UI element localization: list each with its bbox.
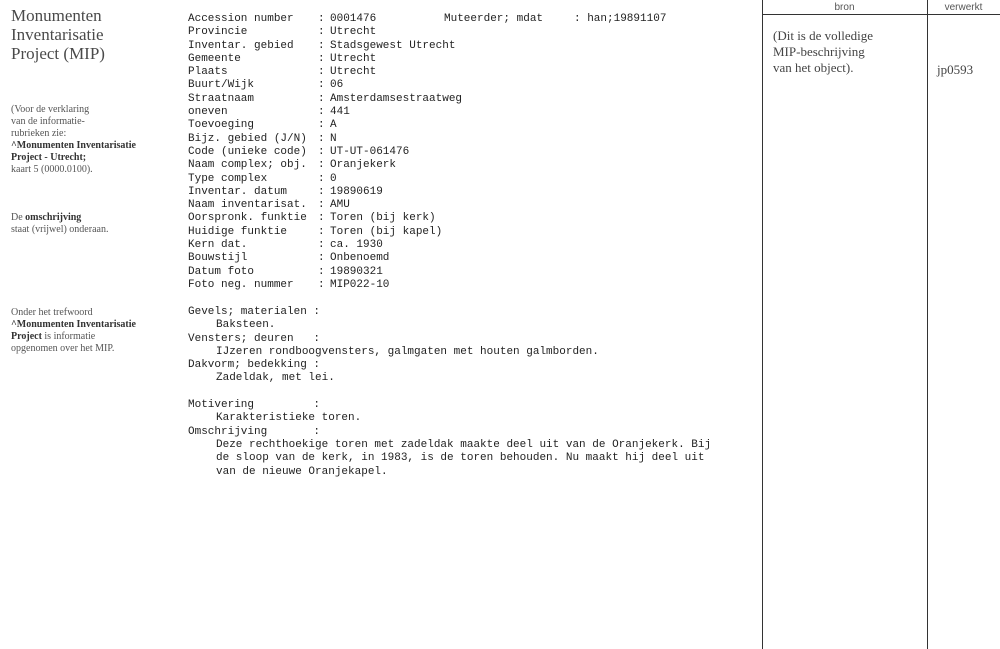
note-text: is informatie [41,331,96,342]
note-line: (Voor de verklaring [11,104,90,115]
column-divider [927,0,928,649]
field-label: Bouwstijl [188,252,248,265]
field-separator: : [318,132,325,145]
field-label: Straatnaam [188,92,255,105]
field-row [188,66,462,79]
field-label: Code (unieke code) [188,145,307,158]
section-text: van de nieuwe Oranjekapel. [216,465,388,478]
note-line: van de informatie- [11,116,85,127]
field-row [188,199,462,212]
field-row [188,106,462,119]
field-separator: : [318,52,325,65]
section-text: de sloop van de kerk, in 1983, is de toren behouden. Nu maakt hij deel uit [216,452,705,465]
field-separator: : [318,13,325,25]
field-value: ca. 1930 [330,239,383,252]
field-separator: : [318,185,325,198]
field-value: UT-UT-061476 [330,145,410,158]
field-row [188,279,462,292]
field-label: Kern dat. [188,239,248,252]
field-separator: : [318,145,325,158]
field-separator: : [318,26,325,39]
muteerder-label: Muteerder; mdat [444,13,544,25]
field-value: Stadsgewest Utrecht [330,39,456,52]
field-separator: : [318,172,325,185]
section-text: Deze rechthoekige toren met zadeldak maakte deel uit van de Oranjekerk. Bij [216,438,712,451]
field-label: Bijz. gebied (J/N) [188,132,307,145]
verwerkt-value: jp0593 [937,62,974,77]
note-line: Onder het trefwoord [11,307,93,318]
field-separator: : [318,39,325,52]
note-line: opgenomen over het MIP. [11,343,115,354]
field-value: N [330,132,337,145]
field-separator: : [318,79,325,92]
section-heading: Omschrijving : [188,425,321,438]
note-text: De [11,212,26,223]
field-value: 19890619 [330,185,383,198]
field-separator: : [318,92,325,105]
field-value: Utrecht [330,66,377,79]
field-row [188,79,462,92]
field-row [188,186,462,199]
section-text: Zadeldak, met lei. [216,372,335,385]
field-value: 19890321 [330,265,383,278]
field-row [188,133,462,146]
bron-header: bron [834,2,855,13]
field-value: Utrecht [330,26,377,39]
field-row [188,119,462,132]
section-heading: Gevels; materialen : [188,306,321,318]
explanation-note [11,104,171,176]
field-value: Amsterdamsestraatweg [330,92,463,105]
field-label: Naam complex; obj. [188,159,307,172]
field-separator: : [318,66,325,79]
field-label: oneven [188,106,228,119]
note-bold: Project - Utrecht; [11,152,87,163]
field-row [188,212,462,225]
note-bold: Project [11,331,42,342]
field-row [188,266,462,279]
mip-note [11,307,171,355]
note-line: staat (vrijwel) onderaan. [11,224,109,235]
field-value: Toren (bij kerk) [330,212,436,225]
field-value: AMU [330,199,350,212]
field-value: 0 [330,172,337,185]
field-row [188,40,462,53]
field-label: Accession number [188,13,294,25]
field-row [188,252,462,265]
field-separator: : [318,199,325,212]
field-row [188,146,462,159]
record-fields [188,13,462,292]
title-line: Project (MIP) [11,44,105,63]
field-label: Toevoeging [188,119,255,132]
field-separator: : [318,106,325,119]
field-separator: : [318,239,325,252]
field-value: 06 [330,79,344,92]
field-separator: : [318,159,325,172]
field-row [188,173,462,186]
field-value: Onbenoemd [330,252,390,265]
section-text: Baksteen. [216,319,276,332]
section-text: Karakteristieke toren. [216,412,362,425]
note-bold: ^Monumenten Inventarisatie [11,319,136,330]
title-line: Inventarisatie [11,25,104,44]
field-row [188,26,462,39]
field-separator: : [318,252,325,265]
field-row [188,159,462,172]
record-sections [188,306,711,479]
field-label: Oorspronk. funktie [188,212,307,225]
note-line: rubrieken zie: [11,128,67,139]
field-value: MIP022-10 [330,278,390,291]
description-note [11,212,171,236]
field-value: Oranjekerk [330,159,397,172]
field-label: Huidige funktie [188,225,288,238]
bron-line: (Dit is de volledige [773,28,874,43]
field-label: Inventar. datum [188,185,288,198]
section-heading: Dakvorm; bedekking : [188,359,321,372]
bron-text [773,28,918,76]
field-label: Type complex [188,172,268,185]
section-text: IJzeren rondboogvensters, galmgaten met houten galmborden. [216,345,599,358]
section-heading: Vensters; deuren : [188,332,321,345]
bron-line: MIP-beschrijving [773,44,865,59]
bron-line: van het object). [773,60,854,75]
field-separator: : [318,265,325,278]
field-row [188,93,462,106]
muteerder-field [444,13,666,26]
note-line: kaart 5 (0000.0100). [11,164,93,175]
field-separator: : [318,278,325,291]
field-label: Datum foto [188,265,255,278]
field-label: Naam inventarisat. [188,199,307,212]
verwerkt-header: verwerkt [944,2,983,13]
note-bold: omschrijving [25,212,82,223]
document-title [11,6,105,63]
field-separator: : [318,212,325,225]
field-value: Utrecht [330,52,377,65]
field-value: 441 [330,106,350,119]
field-value: A [330,119,337,132]
field-value: Toren (bij kapel) [330,225,443,238]
section-heading: Motivering : [188,399,321,412]
muteerder-value: : han;19891107 [574,13,667,25]
field-row [188,239,462,252]
field-label: Provincie [188,26,248,39]
field-label: Plaats [188,66,228,79]
field-separator: : [318,225,325,238]
note-bold: ^Monumenten Inventarisatie [11,140,136,151]
header-rule [762,14,1000,15]
field-row [188,13,462,26]
field-label: Foto neg. nummer [188,278,294,291]
title-line: Monumenten [11,6,102,25]
field-separator: : [318,119,325,132]
field-label: Gemeente [188,52,241,65]
column-divider [762,0,763,649]
field-label: Inventar. gebied [188,39,294,52]
field-row [188,226,462,239]
field-label: Buurt/Wijk [188,79,255,92]
field-value: 0001476 [330,13,377,25]
field-row [188,53,462,66]
